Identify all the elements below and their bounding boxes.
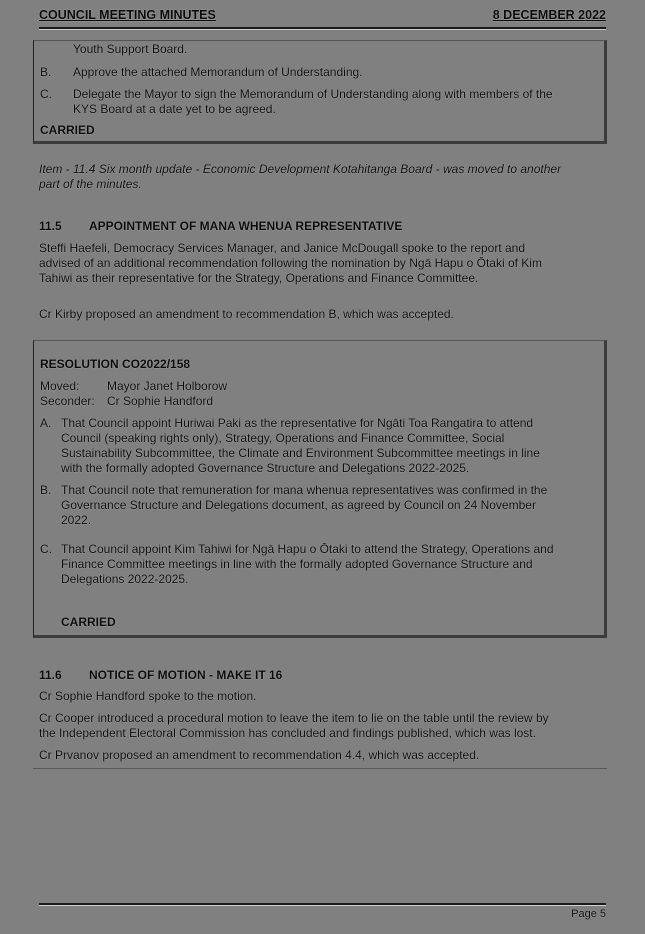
carried-status: CARRIED bbox=[40, 123, 95, 137]
section-title: APPOINTMENT OF MANA WHENUA REPRESENTATIVE bbox=[89, 219, 403, 233]
item-text: That Council appoint Kim Tahiwi for Ngā Hapu o Ōtaki to attend the Strategy, Operations and bbox=[61, 542, 554, 556]
paragraph: Cr Sophie Handford spoke to the motion. bbox=[39, 689, 257, 703]
paragraph: Cr Prvanov proposed an amendment to recommendation 4.4, which was accepted. bbox=[39, 748, 480, 762]
section-number: 11.6 bbox=[39, 668, 62, 682]
item-text: with the formally adopted Governance Structure and Delegations 2022-2025. bbox=[61, 461, 470, 475]
item-text: That Council note that remuneration for mana whenua representatives was confirmed in the bbox=[61, 483, 548, 497]
item-text: KYS Board at a date yet to be agreed. bbox=[73, 102, 276, 116]
item-text: Council (speaking rights only), Strategy, Operations and Finance Committee, Social bbox=[61, 431, 505, 445]
item-label: C. bbox=[40, 87, 52, 101]
carried-status: CARRIED bbox=[61, 615, 116, 629]
paragraph: the Independent Electoral Commission has concluded and findings published, which was lost. bbox=[39, 726, 536, 740]
page-number: Page 5 bbox=[571, 908, 606, 920]
header-divider bbox=[39, 27, 606, 30]
section-divider bbox=[33, 768, 607, 769]
paragraph: Tahiwi as their representative for the Strategy, Operations and Finance Committee. bbox=[39, 271, 479, 285]
seconder-label: Seconder: bbox=[40, 394, 95, 408]
item-label: B. bbox=[40, 483, 52, 497]
moved-item-note: part of the minutes. bbox=[39, 177, 142, 191]
item-label: B. bbox=[40, 65, 52, 79]
paragraph: Cr Cooper introduced a procedural motion to leave the item to lie on the table until the review by bbox=[39, 711, 549, 725]
section-title: NOTICE OF MOTION - MAKE IT 16 bbox=[89, 668, 283, 682]
resolution-title: RESOLUTION CO2022/158 bbox=[40, 357, 191, 371]
item-text: Finance Committee meetings in line with the formally adopted Governance Structure and bbox=[61, 557, 533, 571]
paragraph: advised of an additional recommendation following the nomination by Ngā Hapu o Ōtaki of Kim bbox=[39, 256, 542, 270]
item-label: C. bbox=[40, 542, 52, 556]
item-text: Delegate the Mayor to sign the Memorandum of Understanding along with members of the bbox=[73, 87, 553, 101]
item-text: Sustainability Subcommittee, the Climate and Environment Subcommittee meetings in line bbox=[61, 446, 540, 460]
item-text: 2022. bbox=[61, 513, 92, 527]
page-header bbox=[39, 8, 606, 26]
paragraph: Steffi Haefeli, Democracy Services Manager, and Janice McDougall spoke to the report and bbox=[39, 241, 526, 255]
footer-divider bbox=[39, 903, 606, 906]
meeting-date: 8 DECEMBER 2022 bbox=[492, 8, 606, 22]
item-label: A. bbox=[40, 416, 52, 430]
continued-text: Youth Support Board. bbox=[73, 42, 188, 56]
section-number: 11.5 bbox=[39, 219, 62, 233]
item-text: Delegations 2022-2025. bbox=[61, 572, 189, 586]
item-text: Approve the attached Memorandum of Understanding. bbox=[73, 65, 363, 79]
moved-item-note: Item - 11.4 Six month update - Economic Development Kotahitanga Board - was moved to another bbox=[39, 162, 562, 176]
item-text: Governance Structure and Delegations document, as agreed by Council on 24 November bbox=[61, 498, 536, 512]
item-text: That Council appoint Huriwai Paki as the representative for Ngāti Toa Rangatira to attend bbox=[61, 416, 534, 430]
seconder-value: Cr Sophie Handford bbox=[107, 394, 214, 408]
moved-value: Mayor Janet Holborow bbox=[107, 379, 228, 393]
document-title: COUNCIL MEETING MINUTES bbox=[39, 8, 216, 22]
paragraph: Cr Kirby proposed an amendment to recommendation B, which was accepted. bbox=[39, 307, 454, 321]
moved-label: Moved: bbox=[40, 379, 80, 393]
